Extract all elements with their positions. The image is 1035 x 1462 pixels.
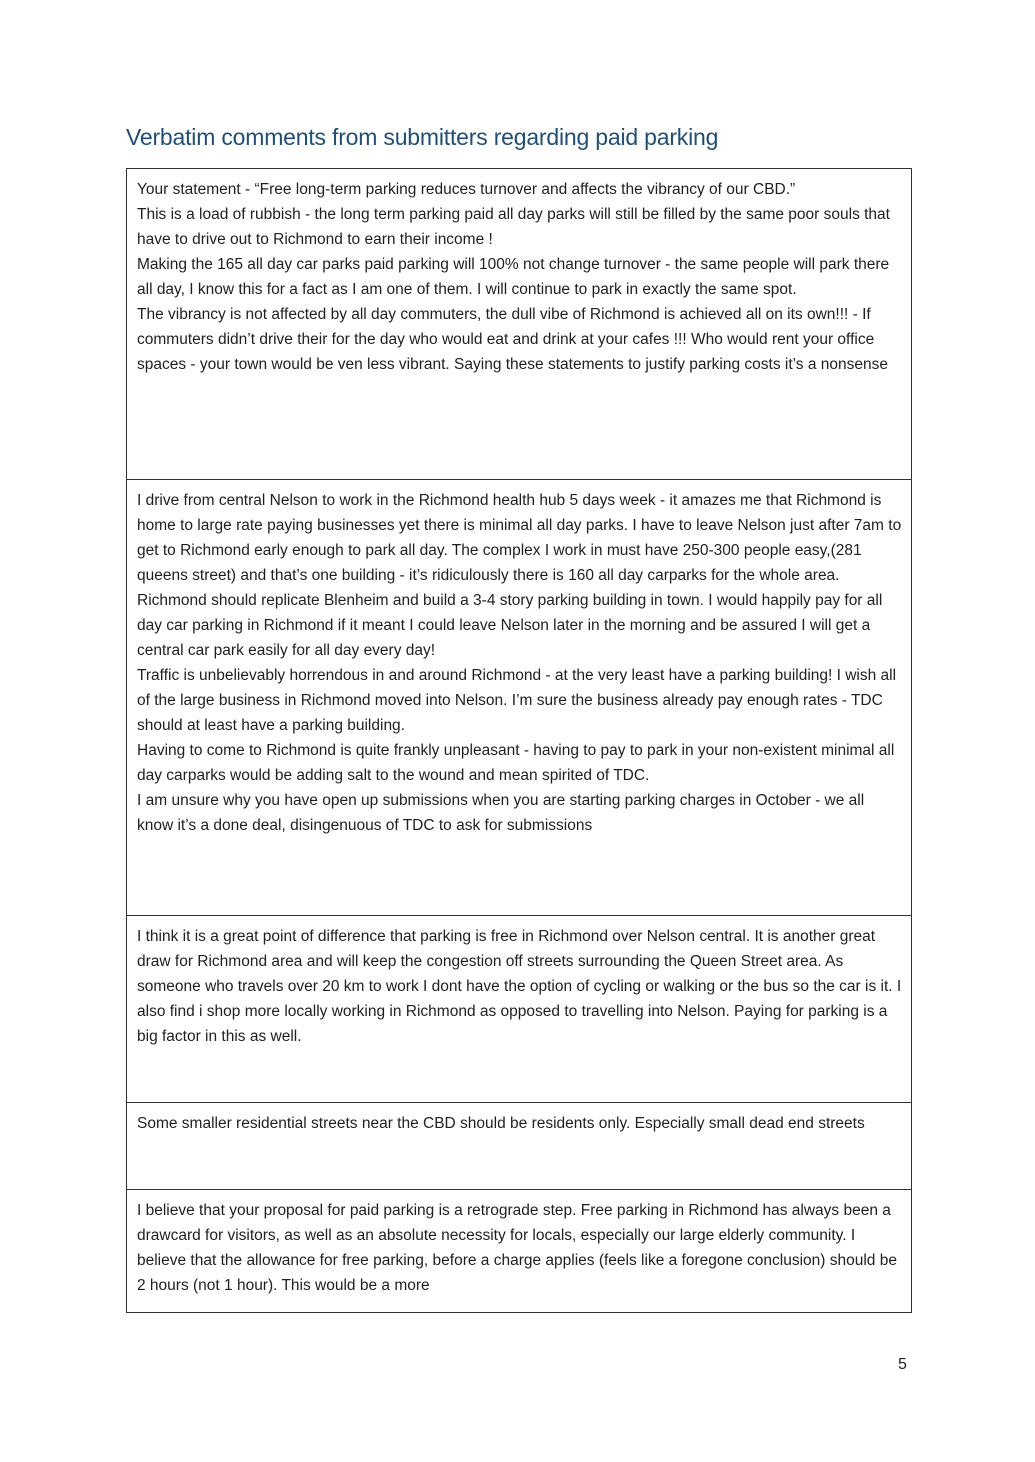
comment-cell <box>127 1103 911 1190</box>
comment-paragraph: Some smaller residential streets near the CBD should be residents only. Especially small dead end streets <box>137 1115 865 1132</box>
comment-paragraph: I drive from central Nelson to work in the Richmond health hub 5 days week - it amazes me that Richmond is home to large rate paying businesses yet there is minimal all day parks. I have to leave Nelson just after 7am to get to Richmond early enough to park all day. The complex I work in must have 250-300 people easy,(281 queens street) and that’s one building - it’s ridiculously there is 160 all day carparks for the whole area. Richmond should replicate Blenheim and build a 3-4 story parking building in town. I would happily pay for all day car parking in Richmond if it meant I could leave Nelson later in the morning and be assured I will get a central car park easily for all day every day! <box>137 492 902 659</box>
comments-table <box>126 168 912 1313</box>
comment-cell <box>127 916 911 1103</box>
comment-cell <box>127 169 911 480</box>
comment-paragraph: This is a load of rubbish - the long term parking paid all day parks will still be filled by the same poor souls that have to drive out to Richmond to earn their income ! <box>137 206 890 248</box>
comment-paragraph: Having to come to Richmond is quite frankly unpleasant - having to pay to park in your non-existent minimal all day carparks would be adding salt to the wound and mean spirited of TDC. <box>137 742 895 784</box>
page-number: 5 <box>898 1356 907 1373</box>
page-heading: Verbatim comments from submitters regarding paid parking <box>126 124 719 150</box>
comment-paragraph: Your statement - “Free long-term parking reduces turnover and affects the vibrancy of our CBD.” <box>137 181 796 198</box>
comment-paragraph: I think it is a great point of difference that parking is free in Richmond over Nelson central. It is another great draw for Richmond area and will keep the congestion off streets surrounding the Queen Street area. As someone who travels over 20 km to work I dont have the option of cycling or walking or the bus so the car is it. I also find i shop more locally working in Richmond as opposed to travelling into Nelson. Paying for parking is a big factor in this as well. <box>137 928 902 1045</box>
comment-cell <box>127 480 911 916</box>
comment-paragraph: The vibrancy is not affected by all day commuters, the dull vibe of Richmond is achieved all on its own!!! - If commuters didn’t drive their for the day who would eat and drink at your cafes !!! Who would rent your office spaces - your town would be ven less vibrant. Saying these statements to justify parking costs it’s a nonsense <box>137 306 888 373</box>
comment-paragraph: Traffic is unbelievably horrendous in and around Richmond - at the very least have a parking building! I wish all of the large business in Richmond moved into Nelson. I’m sure the business already pay enough rates - TDC should at least have a parking building. <box>137 667 897 734</box>
comment-paragraph: Making the 165 all day car parks paid parking will 100% not change turnover - the same people will park there all day, I know this for a fact as I am one of them. I will continue to park in exactly the same spot. <box>137 256 890 298</box>
comment-paragraph: I believe that your proposal for paid parking is a retrograde step. Free parking in Richmond has always been a drawcard for visitors, as well as an absolute necessity for locals, especially our large elderly community. I believe that the allowance for free parking, before a charge applies (feels like a foregone conclusion) should be 2 hours (not 1 hour). This would be a more <box>137 1202 897 1294</box>
comment-paragraph: I am unsure why you have open up submissions when you are starting parking charges in October - we all know it’s a done deal, disingenuous of TDC to ask for submissions <box>137 792 865 834</box>
comment-cell <box>127 1190 911 1312</box>
